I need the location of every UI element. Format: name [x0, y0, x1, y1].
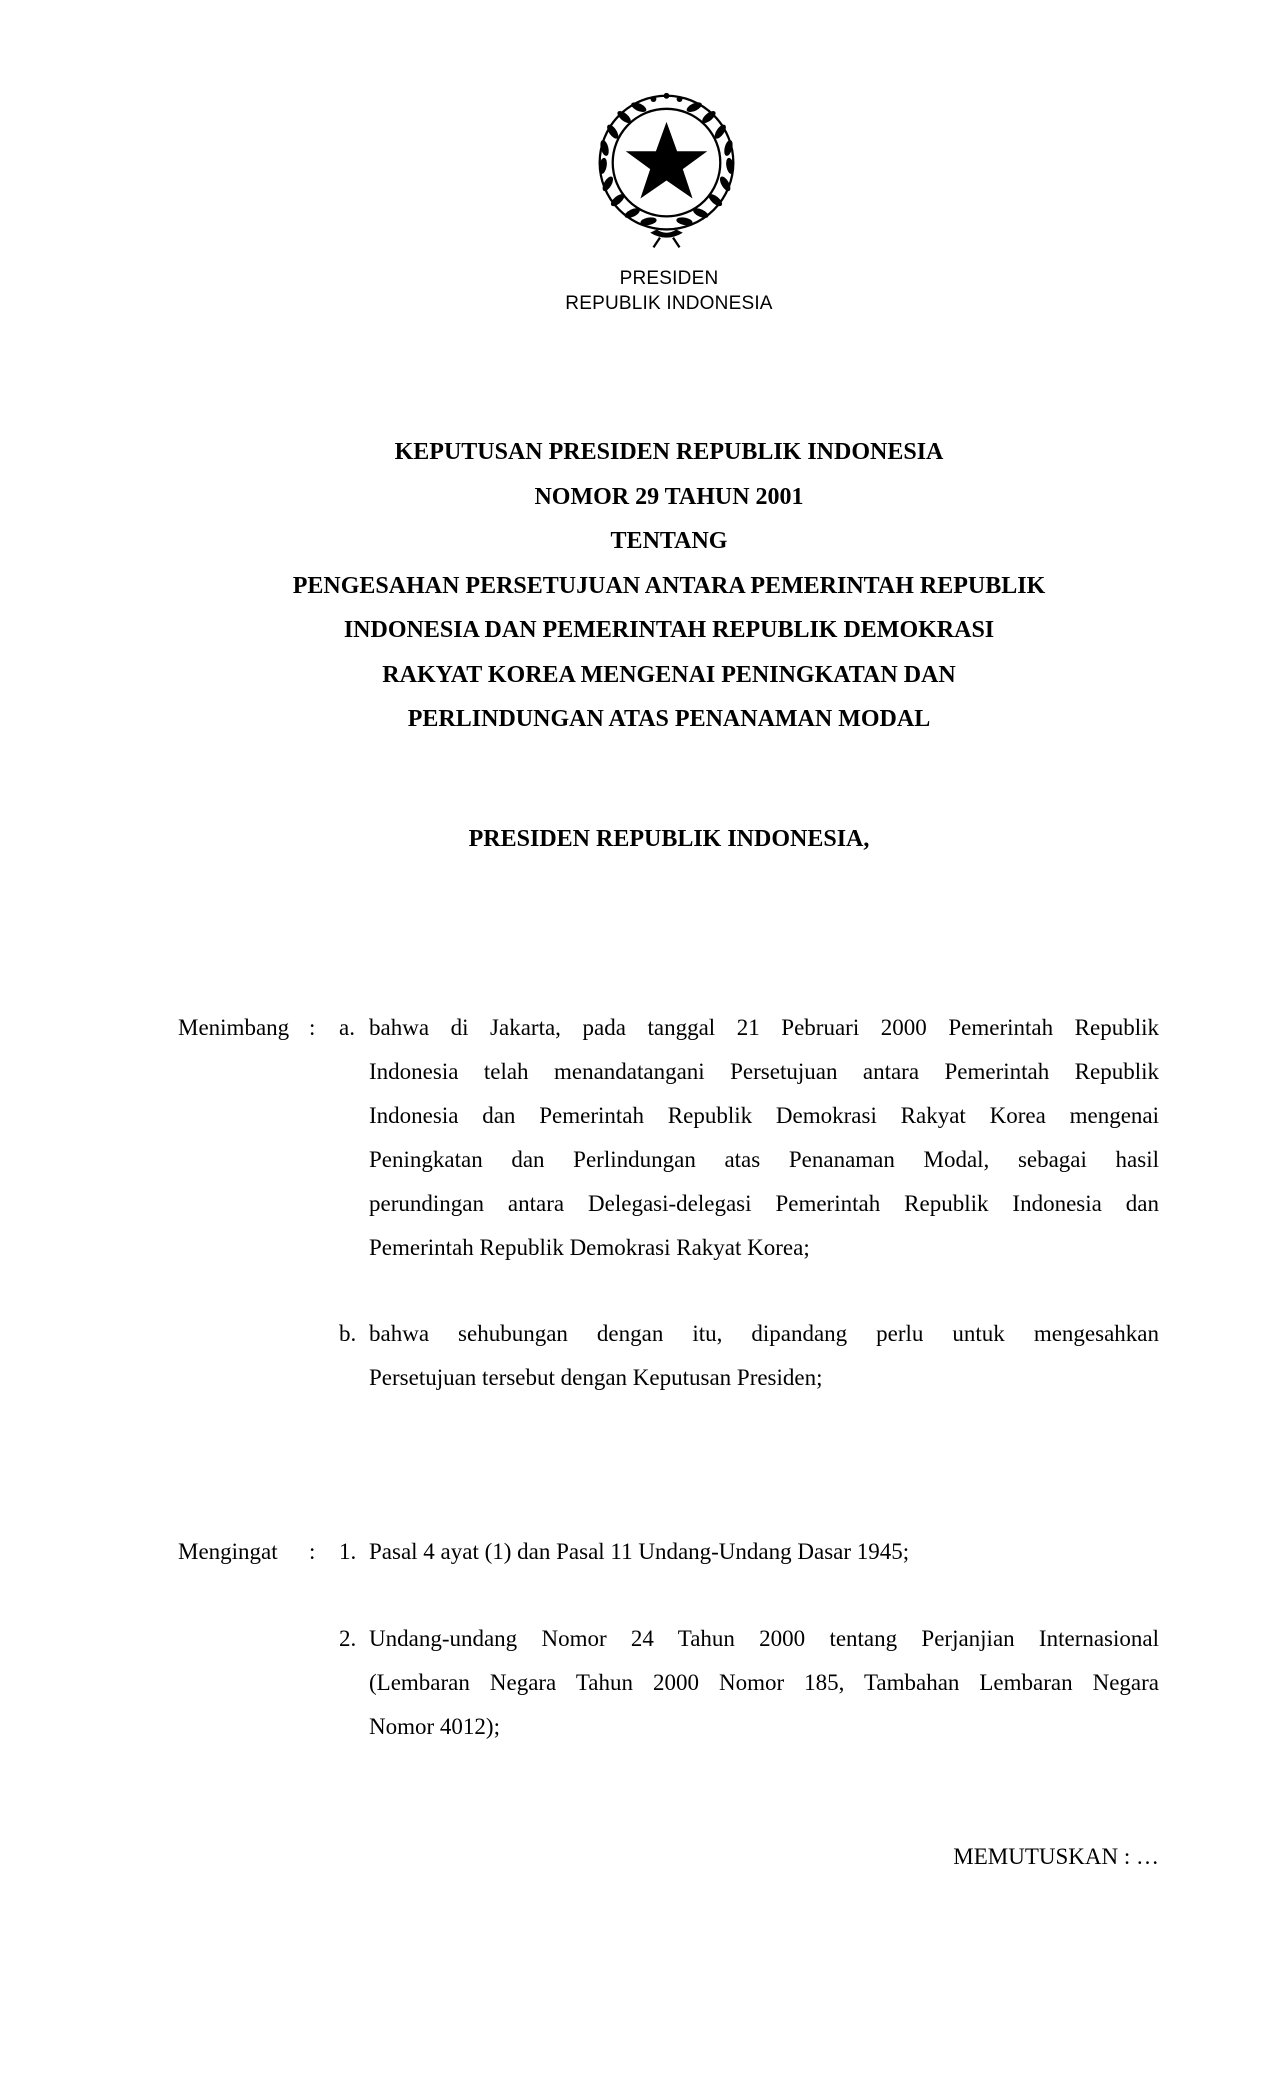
addressee-heading: PRESIDEN REPUBLIK INDONESIA,	[468, 826, 870, 852]
mengingat-item-2	[369, 1617, 1159, 1749]
list-marker: 1.	[339, 1539, 357, 1564]
header-label-republik: REPUBLIK INDONESIA	[565, 293, 773, 314]
next-page-marker: MEMUTUSKAN : …	[953, 1844, 1159, 1869]
text-line: Undang-undang Nomor 24 Tahun 2000 tentang Perjanjian Internasional	[369, 1626, 1159, 1651]
header-label-presiden: PRESIDEN	[619, 268, 719, 289]
title-line: INDONESIA DAN PEMERINTAH REPUBLIK DEMOKRASI	[343, 617, 995, 643]
list-marker: 2.	[339, 1626, 357, 1651]
text-line: bahwa di Jakarta, pada tanggal 21 Pebruari 2000 Pemerintah Republik	[369, 1015, 1159, 1040]
list-marker: b.	[339, 1321, 357, 1346]
list-marker: a.	[339, 1015, 355, 1040]
text-line: (Lembaran Negara Tahun 2000 Nomor 185, Tambahan Lembaran Negara	[369, 1670, 1159, 1695]
title-line: RAKYAT KOREA MENGENAI PENINGKATAN DAN	[382, 661, 956, 688]
text-line: Indonesia dan Pemerintah Republik Demokrasi Rakyat Korea mengenai	[369, 1103, 1159, 1128]
text-line: bahwa sehubungan dengan itu, dipandang perlu untuk mengesahkan	[369, 1321, 1159, 1346]
text-line: Pemerintah Republik Demokrasi Rakyat Korea;	[369, 1235, 810, 1260]
menimbang-item-a	[369, 1006, 1159, 1270]
presidential-emblem-icon	[585, 86, 748, 249]
decree-title	[0, 430, 1275, 742]
text-line: Pasal 4 ayat (1) dan Pasal 11 Undang-Undang Dasar 1945;	[369, 1539, 910, 1564]
title-line: TENTANG	[610, 528, 728, 554]
mengingat-item-1	[369, 1530, 1159, 1574]
text-line: perundingan antara Delegasi-delegasi Pemerintah Republik Indonesia dan	[369, 1191, 1159, 1216]
title-line: PENGESAHAN PERSETUJUAN ANTARA PEMERINTAH REPUBLIK	[292, 572, 1046, 599]
title-line: PERLINDUNGAN ATAS PENANAMAN MODAL	[407, 706, 931, 732]
text-line: Peningkatan dan Perlindungan atas Penanaman Modal, sebagai hasil	[369, 1147, 1159, 1172]
menimbang-label: Menimbang	[178, 1015, 290, 1040]
text-line: Persetujuan tersebut dengan Keputusan Presiden;	[369, 1365, 823, 1390]
menimbang-colon: :	[309, 1015, 316, 1040]
mengingat-label: Mengingat	[178, 1539, 278, 1564]
title-line: KEPUTUSAN PRESIDEN REPUBLIK INDONESIA	[394, 439, 944, 465]
mengingat-colon: :	[309, 1539, 316, 1564]
title-line: NOMOR 29 TAHUN 2001	[534, 483, 804, 510]
text-line: Nomor 4012);	[369, 1714, 500, 1739]
menimbang-item-b	[369, 1312, 1159, 1400]
text-line: Indonesia telah menandatangani Persetujuan antara Pemerintah Republik	[369, 1059, 1159, 1084]
